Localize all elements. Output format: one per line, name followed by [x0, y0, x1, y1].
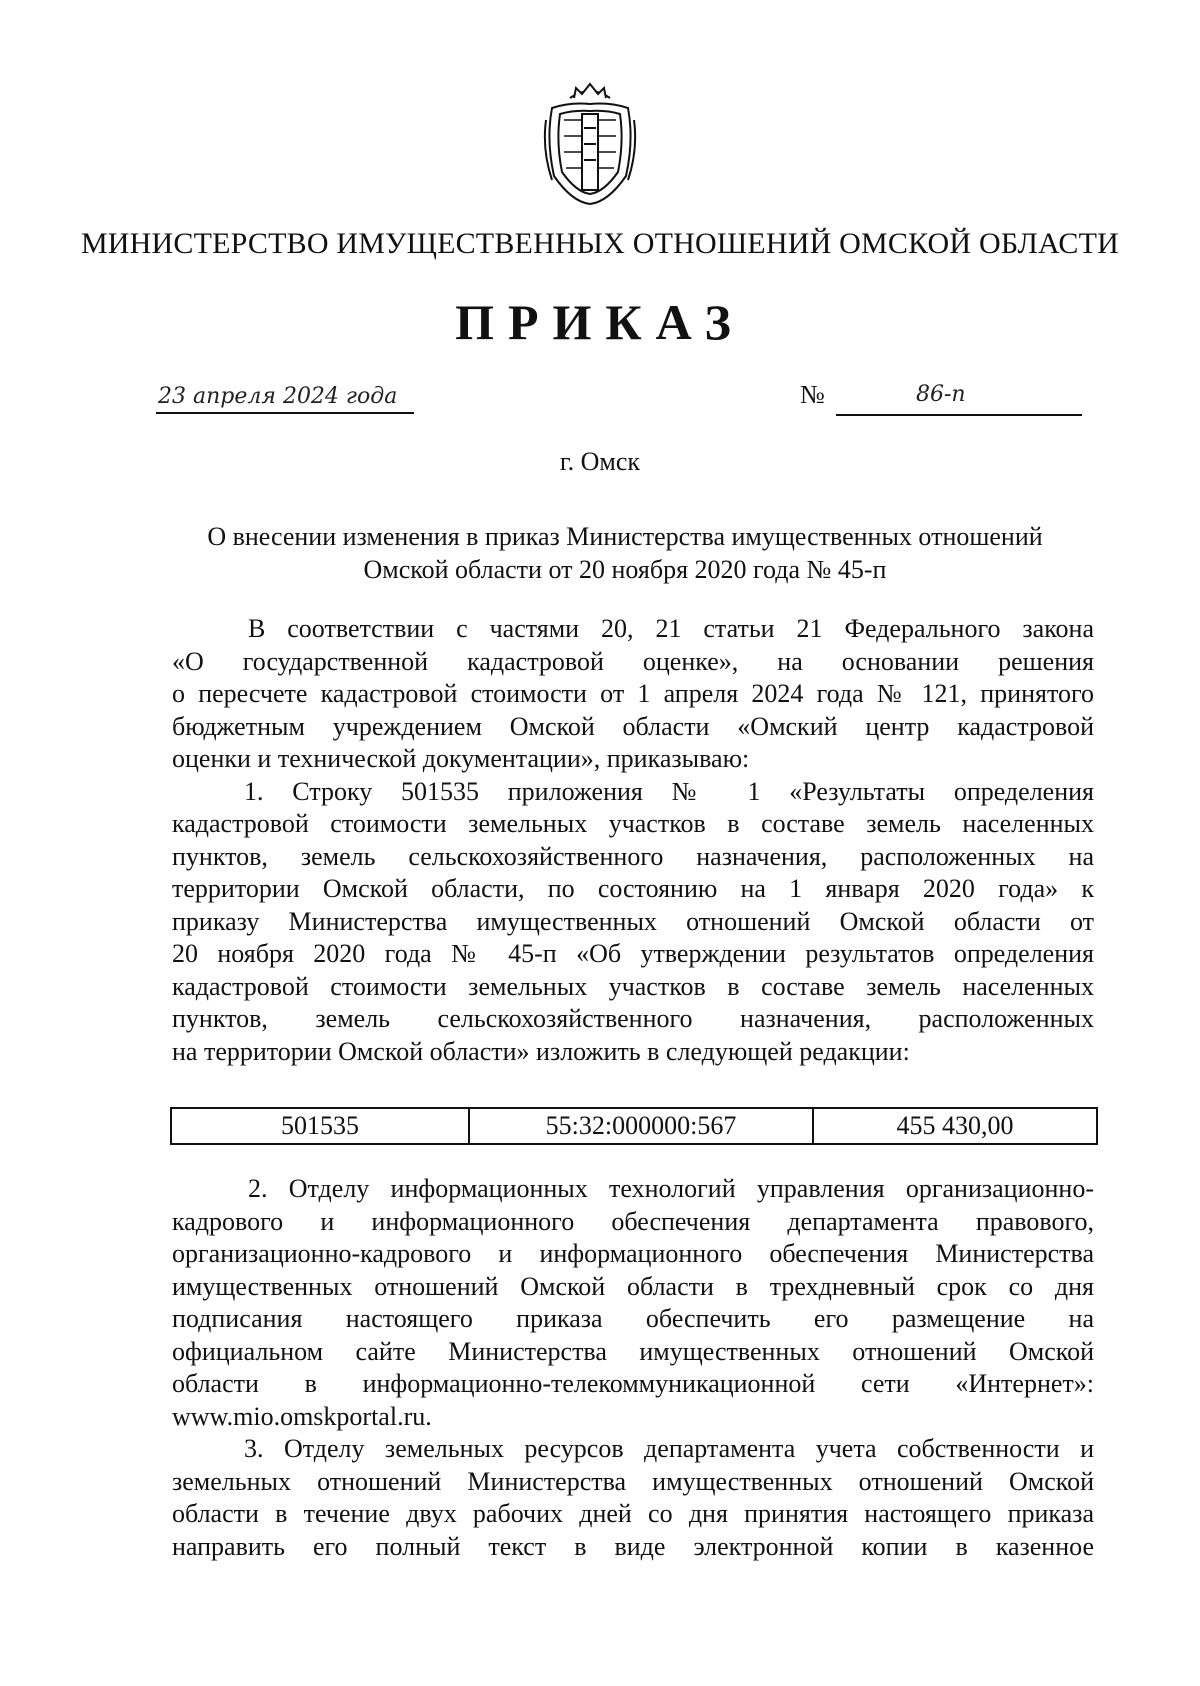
- paragraph-line: кадастровой стоимости земельных участков в составе земель населенных: [172, 809, 1094, 838]
- paragraph-line: 2. Отделу информационных технологий управления организационно-: [248, 1174, 1094, 1203]
- paragraph-line: организационно-кадрового и информационного обеспечения Министерства: [172, 1239, 1094, 1268]
- cadastral-value-cell: 455 430,00: [813, 1108, 1097, 1144]
- row-number-cell: 501535: [171, 1108, 469, 1144]
- paragraph-line: пунктов, земель сельскохозяйственного назначения, расположенных на: [172, 841, 1094, 871]
- number-label: №: [800, 380, 825, 409]
- ministry-name: МИНИСТЕРСТВО ИМУЩЕСТВЕННЫХ ОТНОШЕНИЙ ОМСКОЙ ОБЛАСТИ: [80, 227, 1120, 260]
- paragraph-line: www.mio.omskportal.ru.: [172, 1401, 432, 1431]
- cadastral-value-table: [170, 1107, 1098, 1145]
- paragraph-line: территории Омской области, по состоянию на 1 января 2020 года» к: [172, 874, 1094, 903]
- paragraph-line: кадрового и информационного обеспечения департамента правового,: [172, 1206, 1094, 1236]
- paragraph-line: подписания настоящего приказа обеспечить его размещение на: [172, 1304, 1094, 1333]
- paragraph-line: бюджетным учреждением Омской области «Омский центр кадастровой: [172, 711, 1094, 741]
- paragraph-line: 20 ноября 2020 года № 45-п «Об утверждении результатов определения: [172, 939, 1094, 968]
- handwritten-number: 86-п: [916, 382, 966, 407]
- handwritten-date: 23 апреля 2024 года: [158, 384, 398, 409]
- subject-line: Омской области от 20 ноября 2020 года № 45-п: [363, 555, 887, 584]
- subject-line: О внесении изменения в приказ Министерства имущественных отношений: [207, 522, 1043, 551]
- paragraph-line: земельных отношений Министерства имущественных отношений Омской: [172, 1466, 1094, 1496]
- item-2: [172, 1173, 1094, 1433]
- paragraph-line: оценки и технической документации», приказываю:: [172, 744, 750, 773]
- item-3: [172, 1433, 1094, 1563]
- preamble-and-item-1: [172, 613, 1094, 1068]
- paragraph-line: кадастровой стоимости земельных участков в составе земель населенных: [172, 971, 1094, 1001]
- paragraph-line: области в течение двух рабочих дней со дня принятия настоящего приказа: [172, 1499, 1094, 1528]
- paragraph-line: приказу Министерства имущественных отношений Омской области от: [172, 906, 1094, 936]
- cadastral-number-cell: 55:32:000000:567: [469, 1108, 813, 1144]
- paragraph-line: В соответствии с частями 20, 21 статьи 21 Федерального закона: [248, 614, 1094, 643]
- table-row: [171, 1108, 1097, 1144]
- coat-of-arms-emblem: [540, 80, 640, 206]
- paragraph-line: на территории Омской области» изложить в следующей редакции:: [172, 1036, 910, 1066]
- document-title: ПРИКАЗ: [455, 294, 745, 350]
- paragraph-line: области в информационно-телекоммуникационной сети «Интернет»:: [172, 1369, 1094, 1398]
- paragraph-line: 1. Строку 501535 приложения № 1 «Результаты определения: [244, 776, 1094, 806]
- number-field: [836, 382, 1082, 416]
- date-field: [156, 386, 414, 414]
- paragraph-line: «О государственной кадастровой оценке», на основании решения: [172, 646, 1094, 676]
- paragraph-line: официальном сайте Министерства имущественных отношений Омской: [172, 1336, 1094, 1366]
- document-subject: [150, 520, 1100, 586]
- paragraph-line: о пересчете кадастровой стоимости от 1 апреля 2024 года № 121, принятого: [172, 679, 1094, 708]
- paragraph-line: имущественных отношений Омской области в трехдневный срок со дня: [172, 1271, 1094, 1301]
- paragraph-line: направить его полный текст в виде электронной копии в казенное: [172, 1531, 1094, 1561]
- paragraph-line: пунктов, земель сельскохозяйственного назначения, расположенных: [172, 1004, 1094, 1033]
- city-label: г. Омск: [559, 447, 641, 476]
- paragraph-line: 3. Отделу земельных ресурсов департамента учета собственности и: [244, 1434, 1094, 1463]
